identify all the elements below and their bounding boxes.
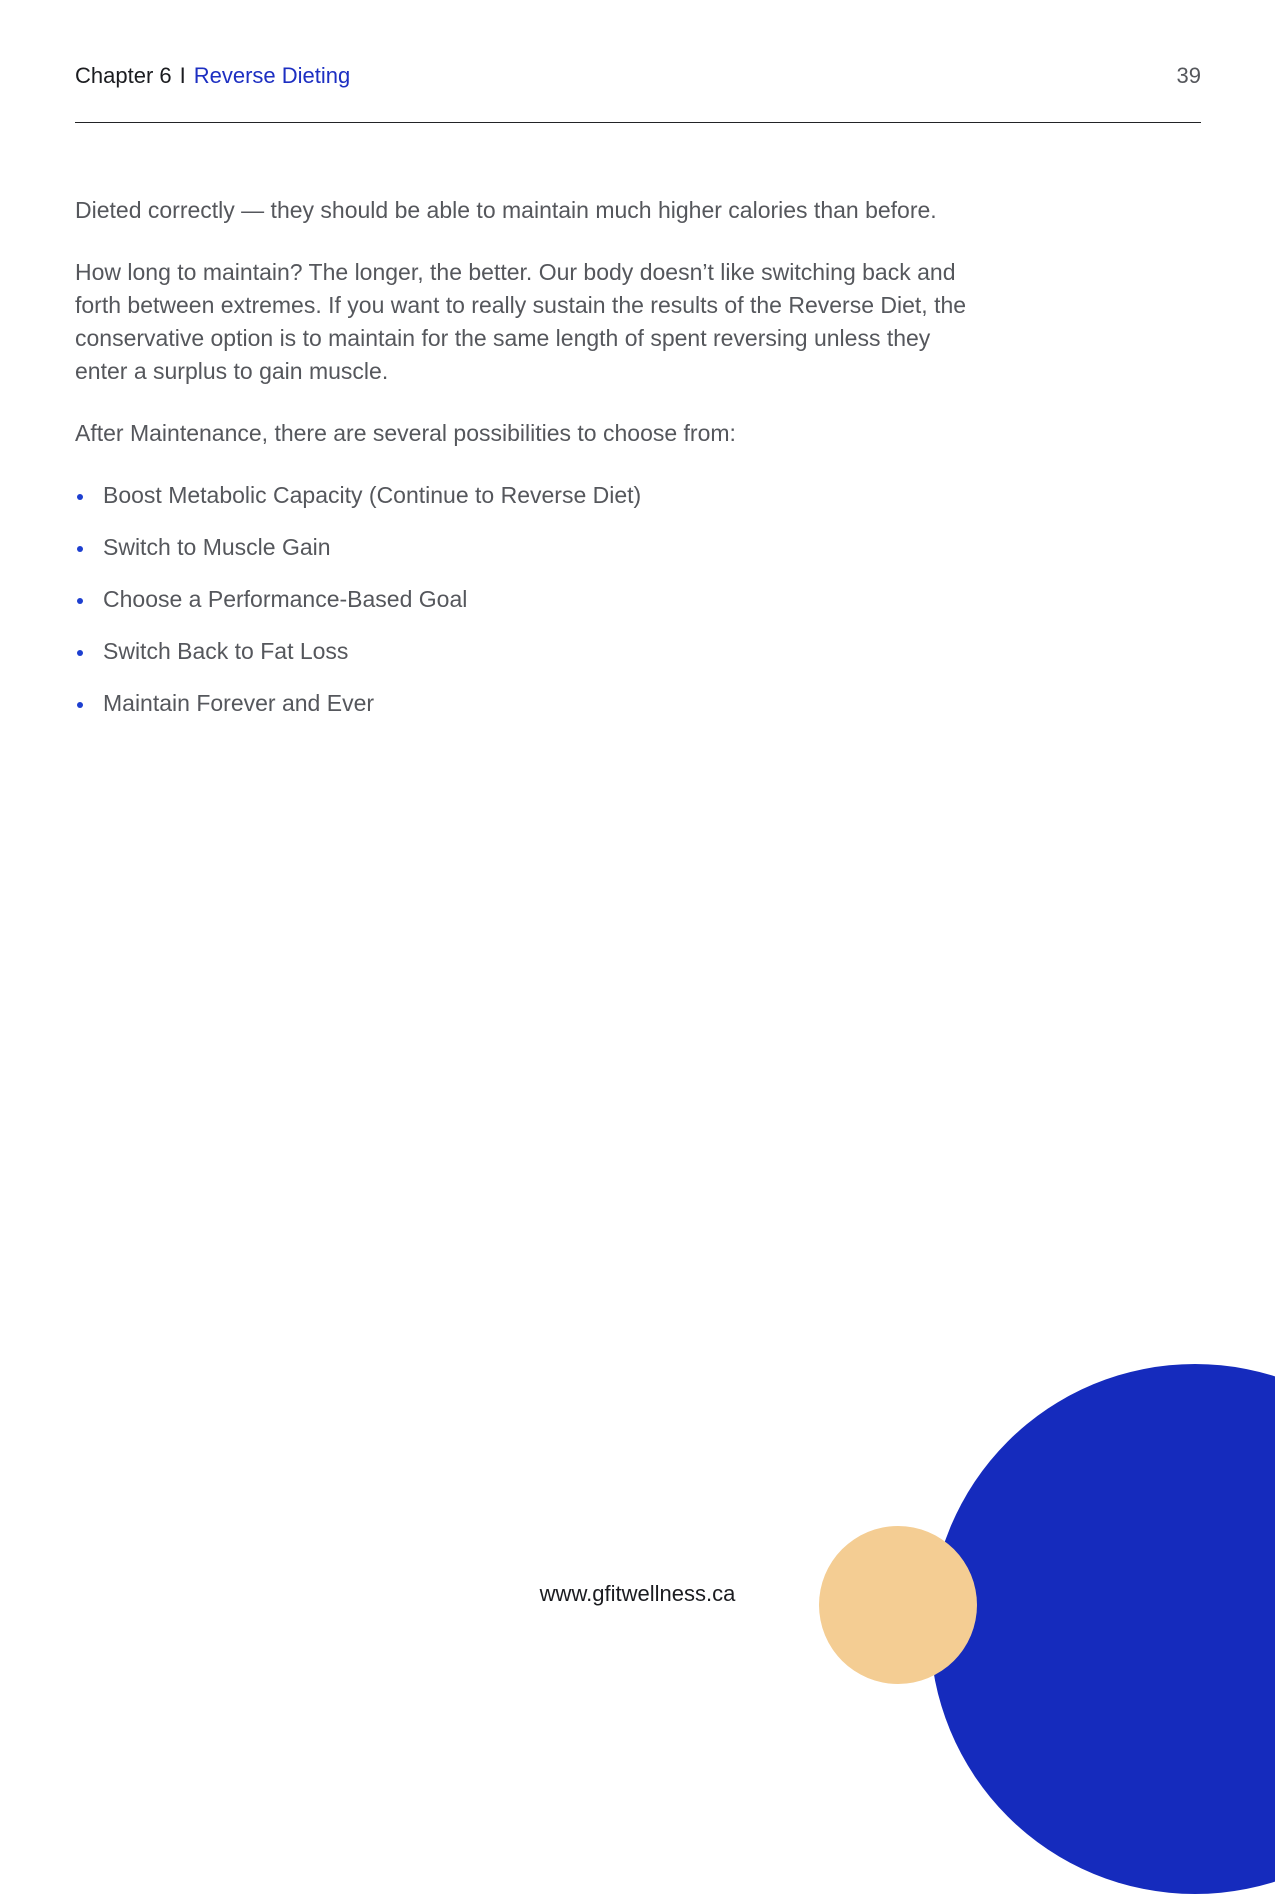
chapter-title: Reverse Dieting	[193, 63, 351, 88]
list-item-text: Switch to Muscle Gain	[103, 534, 331, 560]
bullet-icon	[77, 702, 83, 708]
options-list	[75, 479, 975, 720]
list-item	[75, 635, 975, 668]
decorative-blue-circle	[930, 1364, 1275, 1894]
chapter-label: Chapter 6	[75, 63, 172, 88]
bullet-icon	[77, 650, 83, 656]
running-header	[75, 62, 350, 90]
list-item-text: Boost Metabolic Capacity (Continue to Reverse Diet)	[103, 482, 642, 508]
list-item	[75, 531, 975, 564]
header-separator: I	[179, 63, 186, 88]
list-item-text: Maintain Forever and Ever	[103, 690, 375, 716]
bullet-icon	[77, 546, 83, 552]
list-item-text: Choose a Performance-Based Goal	[103, 586, 468, 612]
list-item	[75, 583, 975, 616]
footer-website: www.gfitwellness.ca	[539, 1581, 736, 1606]
bullet-icon	[77, 494, 83, 500]
list-item	[75, 479, 975, 512]
body-paragraph: How long to maintain? The longer, the better. Our body doesn’t like switching back and forth between extremes. If you want to really sustain the results of the Reverse Diet, the conservative option is to maintain for the same length of spent reversing unless they enter a surplus to gain muscle.	[75, 259, 967, 384]
header-divider	[75, 122, 1201, 123]
list-item	[75, 687, 975, 720]
page-header	[75, 62, 1201, 90]
body-paragraph: After Maintenance, there are several possibilities to choose from:	[75, 420, 736, 446]
body-paragraph: Dieted correctly — they should be able to maintain much higher calories than before.	[75, 197, 937, 223]
page-body	[75, 194, 975, 739]
list-item-text: Switch Back to Fat Loss	[103, 638, 349, 664]
page-number: 39	[1176, 63, 1201, 88]
bullet-icon	[77, 598, 83, 604]
